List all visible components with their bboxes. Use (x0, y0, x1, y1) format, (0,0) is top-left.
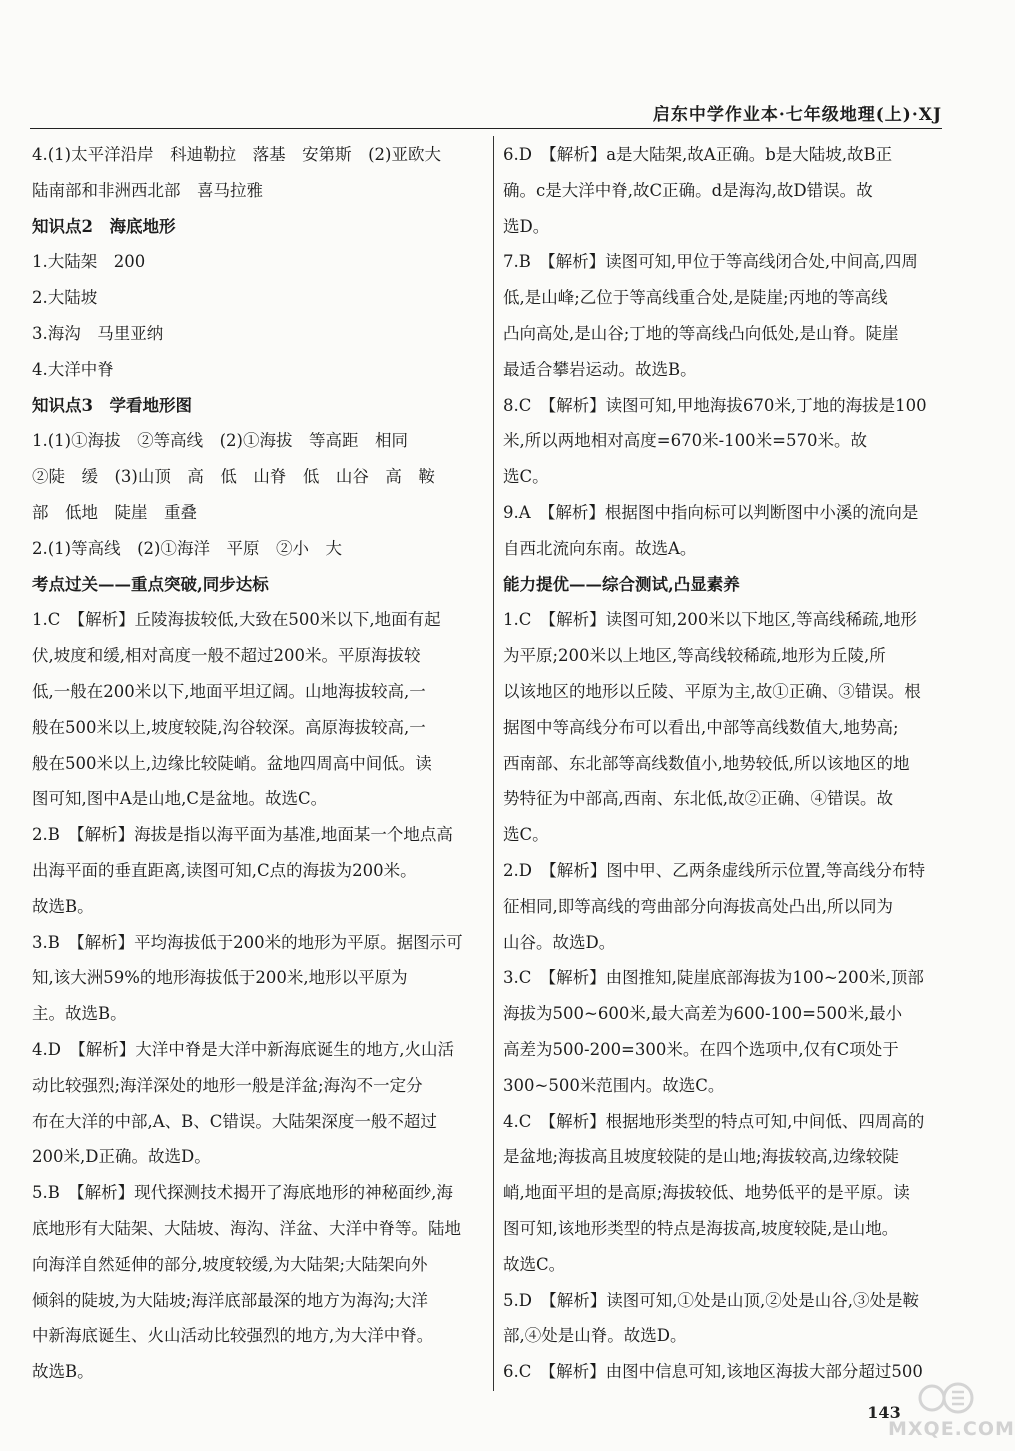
answer-line: 凸向高处,是山谷;丁地的等高线凸向低处,是山脊。陡崖 (503, 323, 899, 343)
answer-line: 3.B 【解析】平均海拔低于200米的地形为平原。据图示可 (32, 932, 463, 952)
answer-line: 部,④处是山脊。故选D。 (503, 1326, 687, 1346)
answer-line: 米,所以两地相对高度=670米-100米=570米。故 (503, 431, 867, 451)
answer-line: 自西北流向东南。故选A。 (503, 538, 697, 558)
answer-line: 4.(1)太平洋沿岸 科迪勒拉 落基 安第斯 (2)亚欧大 (32, 145, 441, 164)
answer-line: 布在大洋的中部,A、B、C错误。大陆架深度一般不超过 (32, 1111, 437, 1131)
answer-line: 山谷。故选D。 (503, 932, 616, 952)
column-divider (493, 136, 494, 1391)
answer-line: 伏,坡度和缓,相对高度一般不超过200米。平原海拔较 (32, 646, 421, 666)
left-column (32, 137, 476, 1390)
answer-line: 1.大陆架 200 (32, 252, 146, 272)
section-heading: 知识点2 海底地形 (32, 216, 176, 236)
answer-line: 3.海沟 马里亚纳 (32, 323, 164, 343)
answer-line: 4.C 【解析】根据地形类型的特点可知,中间低、四周高的 (503, 1111, 925, 1131)
answer-line: 4.D 【解析】大洋中脊是大洋中新海底诞生的地方,火山活 (32, 1039, 454, 1059)
answer-line: 倾斜的陡坡,为大陆坡;海洋底部最深的地方为海沟;大洋 (32, 1290, 428, 1310)
answer-line: 低,是山峰;乙位于等高线重合处,是陡崖;丙地的等高线 (503, 288, 888, 308)
answer-line: 部 低地 陡崖 重叠 (32, 502, 197, 522)
answer-line: 图可知,图中A是山地,C是盆地。故选C。 (32, 789, 328, 809)
answer-line: 故选C。 (503, 1254, 566, 1274)
answer-line: 8.C 【解析】读图可知,甲地海拔670米,丁地的海拔是100 (503, 395, 927, 415)
answer-line: 1.C 【解析】丘陵海拔较低,大致在500米以下,地面有起 (32, 610, 441, 630)
section-heading: 考点过关——重点突破,同步达标 (32, 574, 269, 594)
answer-line: 为平原;200米以上地区,等高线较稀疏,地形为丘陵,所 (503, 646, 886, 666)
answer-line: 是盆地;海拔高且坡度较陡的是山地;海拔较高,边缘较陡 (503, 1147, 899, 1167)
watermark-logo-icon (918, 1378, 984, 1420)
answer-line: 故选B。 (32, 896, 94, 916)
answer-line: 图可知,该地形类型的特点是海拔高,坡度较陡,是山地。 (503, 1218, 899, 1238)
answer-line: 中新海底诞生、火山活动比较强烈的地方,为大洋中脊。 (32, 1326, 434, 1346)
answer-line: 确。c是大洋中脊,故C正确。d是海沟,故D错误。故 (503, 180, 873, 200)
section-heading: 知识点3 学看地形图 (32, 395, 192, 415)
page-header: 启东中学作业本·七年级地理(上)·XJ (652, 105, 942, 125)
answer-line: 5.D 【解析】读图可知,①处是山顶,②处是山谷,③处是鞍 (503, 1290, 919, 1310)
answer-line: 知,该大洲59%的地形海拔低于200米,地形以平原为 (32, 968, 408, 988)
answer-line: 3.C 【解析】由图推知,陡崖底部海拔为100~200米,顶部 (503, 968, 924, 988)
answer-line: 1.(1)①海拔 ②等高线 (2)①海拔 等高距 相同 (32, 431, 408, 451)
section-heading: 能力提优——综合测试,凸显素养 (503, 574, 740, 594)
answer-line: 征相同,即等高线的弯曲部分向海拔高处凸出,所以同为 (503, 896, 893, 916)
watermark-text: MXQE.COM (888, 1418, 1015, 1440)
answer-line: ②陡 缓 (3)山顶 高 低 山脊 低 山谷 高 鞍 (32, 467, 435, 487)
answer-line: 出海平面的垂直距离,读图可知,C点的海拔为200米。 (32, 860, 417, 880)
answer-line: 2.B 【解析】海拔是指以海平面为基准,地面某一个地点高 (32, 825, 453, 845)
answer-line: 5.B 【解析】现代探测技术揭开了海底地形的神秘面纱,海 (32, 1183, 453, 1203)
answer-line: 选C。 (503, 825, 549, 845)
answer-line: 选D。 (503, 216, 550, 236)
answer-line: 9.A 【解析】根据图中指向标可以判断图中小溪的流向是 (503, 502, 919, 522)
answer-line: 2.D 【解析】图中甲、乙两条虚线所示位置,等高线分布特 (503, 860, 925, 880)
answer-line: 300~500米范围内。故选C。 (503, 1075, 725, 1095)
answer-line: 势特征为中部高,西南、东北低,故②正确、④错误。故 (503, 789, 893, 809)
answer-line: 陆南部和非洲西北部 喜马拉雅 (32, 180, 263, 200)
page-number: 143 (867, 1403, 901, 1422)
answer-line: 海拔为500~600米,最大高差为600-100=500米,最小 (503, 1004, 903, 1024)
answer-line: 6.C 【解析】由图中信息可知,该地区海拔大部分超过500 (503, 1362, 923, 1382)
answer-line: 动比较强烈;海洋深处的地形一般是洋盆;海沟不一定分 (32, 1075, 423, 1095)
answer-line: 以该地区的地形以丘陵、平原为主,故①正确、③错误。根 (503, 681, 921, 701)
answer-line: 最适合攀岩运动。故选B。 (503, 359, 697, 379)
header-rule (30, 128, 942, 129)
answer-line: 主。故选B。 (32, 1004, 127, 1024)
answer-line: 选C。 (503, 467, 549, 487)
answer-line: 西南部、东北部等高线数值小,地势较低,所以该地区的地 (503, 753, 910, 773)
answer-line: 高差为500-200=300米。在四个选项中,仅有C项处于 (503, 1039, 899, 1059)
answer-line: 故选B。 (32, 1362, 94, 1382)
answer-line: 200米,D正确。故选D。 (32, 1147, 211, 1167)
answer-line: 低,一般在200米以下,地面平坦辽阔。山地海拔较高,一 (32, 681, 426, 701)
answer-line: 2.(1)等高线 (2)①海洋 平原 ②小 大 (32, 538, 342, 558)
answer-line: 1.C 【解析】读图可知,200米以下地区,等高线稀疏,地形 (503, 610, 917, 630)
answer-line: 4.大洋中脊 (32, 359, 114, 379)
answer-line: 底地形有大陆架、大陆坡、海沟、洋盆、大洋中脊等。陆地 (32, 1218, 461, 1238)
right-column (503, 137, 943, 1390)
answer-line: 般在500米以上,边缘比较陡峭。盆地四周高中间低。读 (32, 753, 432, 773)
answer-line: 般在500米以上,坡度较陡,沟谷较深。高原海拔较高,一 (32, 717, 426, 737)
answer-line: 7.B 【解析】读图可知,甲位于等高线闭合处,中间高,四周 (503, 252, 918, 272)
answer-line: 峭,地面平坦的是高原;海拔较低、地势低平的是平原。读 (503, 1183, 910, 1203)
answer-line: 向海洋自然延伸的部分,坡度较缓,为大陆架;大陆架向外 (32, 1254, 428, 1274)
answer-line: 2.大陆坡 (32, 288, 98, 308)
answer-line: 据图中等高线分布可以看出,中部等高线数值大,地势高; (503, 717, 899, 737)
answer-line: 6.D 【解析】a是大陆架,故A正确。b是大陆坡,故B正 (503, 145, 893, 164)
